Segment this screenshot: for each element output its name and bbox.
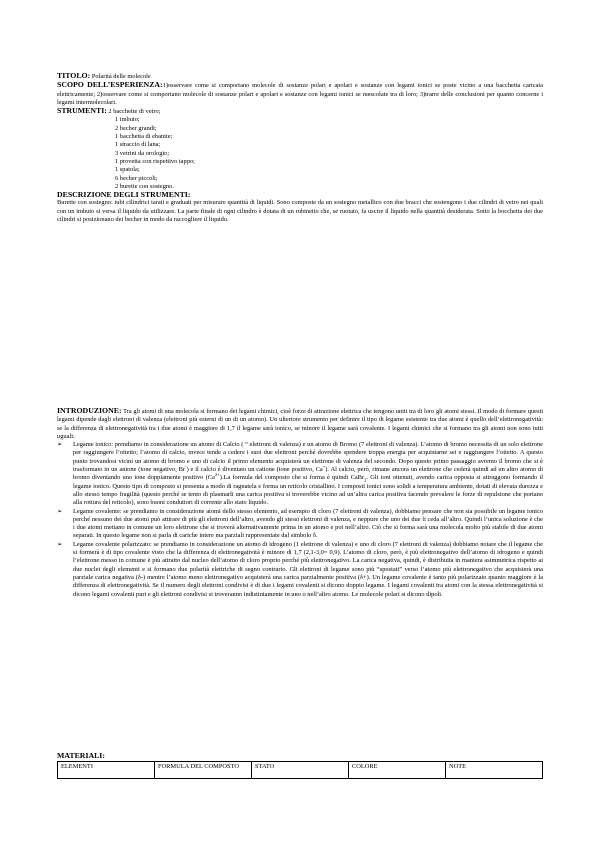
table-header-cell: NOTE (446, 762, 543, 779)
table-header-cell: COLORE (349, 762, 446, 779)
arrow-bullet-icon: ➢ (57, 507, 63, 515)
arrow-bullet-icon: ➢ (57, 540, 63, 548)
subscript: 2 (364, 477, 367, 483)
legame-ionico-text-c: ). Al calcio, però, rimane ancora un elettrone che cederà quindi ad un altro atomo di bromo diventando uno ione doppiamente positivo (Ca (73, 466, 543, 482)
descrizione-heading: DESCRIZIONE DEGLI STRUMENTI: (57, 190, 191, 200)
table-header-row (58, 762, 543, 779)
list-item (57, 541, 543, 599)
titolo-value: Polarità delle molecole (90, 73, 151, 80)
list-item (57, 508, 543, 541)
titolo-label: TITOLO: (57, 71, 91, 80)
legame-covalente-text: Legame covalente: se prendiamo in considerazione atomi dello stesso elemento, ad esempio di cloro (7 elettroni di valenza), dobbiamo pensare che non sia possibile un legame ionico perché nessuno dei due atomi può attirare di più gli elettroni dell’altro, avendo gli stessi elettroni di valenza, e neppure che uno dei due li ceda all’altro. Quindi l’unica soluzione è che i due atomi mettano in comune un loro elettrone che si troverà alternativamente prima in un atomo e poi nell’altro. Ciò che si forma sarà una molecola molto più stabile di due atomi separati. In questo legame non si parla di cariche intere ma parziali rappresentate dal simbolo δ. (73, 507, 543, 540)
legame-ionico-text-a: Legame ionico: prendiamo in considerazione un atomo di Calcio ( “ elettroni di valenza) e un atomo di Bromo (7 elettroni di valenza). L’atomo di bromo necessita di un solo elettrone per raggiungere l’ottetto; l’atomo di calcio, invece tende a cedere i suoi due elettroni perché dovrebbe spendere troppa energia per acquistarne sei e raggiungere l’ottetto. A questo punto trovandosi vicini un atomo di bromo e uno di calcio il primo elemento acquisterà un elettrone di valenza del secondo. Dopo questo primo passaggio avremo il bromo che si è trasformato in un anione (ione negativo, Br (73, 441, 543, 474)
introduzione-text: Tra gli atomi di una molecola si formano dei legami chimici, cioè forze di attrazione elettrica che tengono uniti tra di loro gli atomi stessi. Il modo di formare questi legami dipende dagli elettroni di valenza (elettroni più esterni di un di un atomo). Un ulteriore strumento per definire il tipo di legame esistente tra due atomi è quello dell’elettronegatività: se la differenza di elettronegatività tra i due atomi è maggiore di 1,7 il legame sarà ionico, se minore il legame sarà covalente. I legami chimici che si formano tra gli atomi non sono tutti uguali: (57, 408, 543, 440)
introduzione-paragraph (57, 407, 543, 441)
strumenti-item: 6 becher piccoli; (115, 174, 158, 182)
introduzione-section (57, 407, 543, 599)
superscript: 2+ (214, 472, 220, 478)
strumenti-item: 3 vetrini da orologio; (115, 149, 170, 157)
legame-ionico-text-d: ).La formula del composto che si forma è quindi CaBr (219, 474, 365, 482)
strumenti-item: 1 straccio di lana; (115, 141, 161, 149)
strumenti-item: 1 bacchetta di ebanite; (115, 133, 173, 141)
materiali-label: MATERIALI: (57, 751, 105, 760)
arrow-bullet-icon: ➢ (57, 441, 63, 449)
table-header-cell: ELEMENTI (58, 762, 155, 779)
legame-polarizzato-text: Legame covalente polarizzato: se prendiamo in considerazione un atomo di idrogeno (1 elettrone di valenza) e uno di cloro (7 elettroni di valenza) dobbiamo notare che il legame che si formerà è di tipo covalente visto che la differenza di elettronegatività è minore di 1,7 (2,1-3,0= 0,9). L’atomo di cloro, però, è più elettronegativo dell’atomo di idrogeno e quindi l’elettrone messo in comune è più attratto dal nucleo dell’atomo di cloro proprio perché più elettronegativo. La carica negativa, quindi, è distribuita in maniera asimmetrica rispetto ai due nuclei degli elementi e si formano due polarità elettriche di segno contrario. Gli elettroni di legame sono più “spostati” verso l’atomo più elettronegativo che acquisterà una parziale carica negativa (δ-) mentre l’atomo meno elettronegativo acquisterà una carica parzialmente positiva (δ+). Un legame covalente è tanto più polarizzato quanto maggiore è la differenza di elettronegatività. Se il numero degli elettroni condivisi è di due i legami covalenti si dicono doppio legame. I legami covalenti tra atomi con la stessa elettronegatività si dicono legami covalenti puri e gli elettroni condivisi si troveranno indistintamente in uno o nell’altro atomo. Le molecole polari si dicono dipoli. (73, 540, 543, 598)
table-header-cell: FORMULA DEL COMPOSTO (155, 762, 252, 779)
strumenti-label: STRUMENTI: (57, 106, 107, 116)
strumenti-item: 1 provetta con rispettivo tappo; (115, 157, 195, 165)
introduzione-label: INTRODUZIONE: (57, 406, 122, 415)
strumenti-item: 2 becher grandi; (115, 124, 157, 132)
list-item (57, 441, 543, 507)
strumenti-item: 1 spatola; (115, 166, 140, 174)
materiali-table (57, 761, 543, 779)
strumenti-item: 1 imbuto; (115, 116, 140, 124)
descrizione-text: Burette con sostegno: tubi cilindrici tarati e graduati per misurare quantità di liquidi. Sono composte da un sostegno metallico con due bracci che sostengono i due cilindri di vetro nei quali con un imbuto si versa il liquido da utilizzare. La parte finale di ogni cilindro è dotata di un rubinetto che, se ruotato, fa uscire il liquido nella quantità desiderata. Sotto la bocchetta dei due cilindri si posizionano dei becher in modo da raccogliere il liquido. (57, 199, 543, 224)
header-section (57, 72, 543, 224)
strumenti-first-item: 2 bacchette di vetro; (106, 108, 161, 116)
strumenti-list (115, 116, 596, 191)
scopo-label: SCOPO DELL’ESPERIENZA: (57, 80, 163, 90)
legame-ionico-text-b: ) e il calcio è diventato un catione (ione positivo, Ca (186, 466, 323, 474)
superscript: - (185, 463, 187, 469)
superscript: + (322, 463, 326, 469)
strumenti-line (57, 107, 543, 116)
legame-ionico-text-e: . Gli ioni ottenuti, avendo carica opposta si attraggono formando il legame ionico. Questo tipo di composto si presenta a modo di ragnatela e forma un reticolo cristallino. I composti ionici sono solidi a temperatura ambiente, dotati di elevata durezza e allo stesso tempo fragilità (questo perché se tento di plasmarli una carica positiva si troverebbe vicino ad un’altra carica positiva facendo prevalere le forze di repulsione che portano alla rottura del reticolo), sono buoni conduttori di corrente allo stato liquido. (73, 474, 544, 507)
strumenti-item: 2 burette con sostegno. (115, 182, 174, 190)
scopo-text: 1)osservare come si comportano molecole di sostanze polari e apolari e sostanze con legami ionici se poste vicino a una bacchetta caricata elettricamente; 2)osservare come si comportano molecole di sostanze polari e apolari e sostanze con legami ionici se mescolate tra di loro; 3)trarre delle conclusioni per quanto concerne i legami intermolecolari. (57, 82, 543, 106)
materiali-section (57, 752, 543, 779)
table-header-cell: STATO (252, 762, 349, 779)
legami-list (57, 441, 543, 599)
scopo-paragraph (57, 81, 543, 107)
